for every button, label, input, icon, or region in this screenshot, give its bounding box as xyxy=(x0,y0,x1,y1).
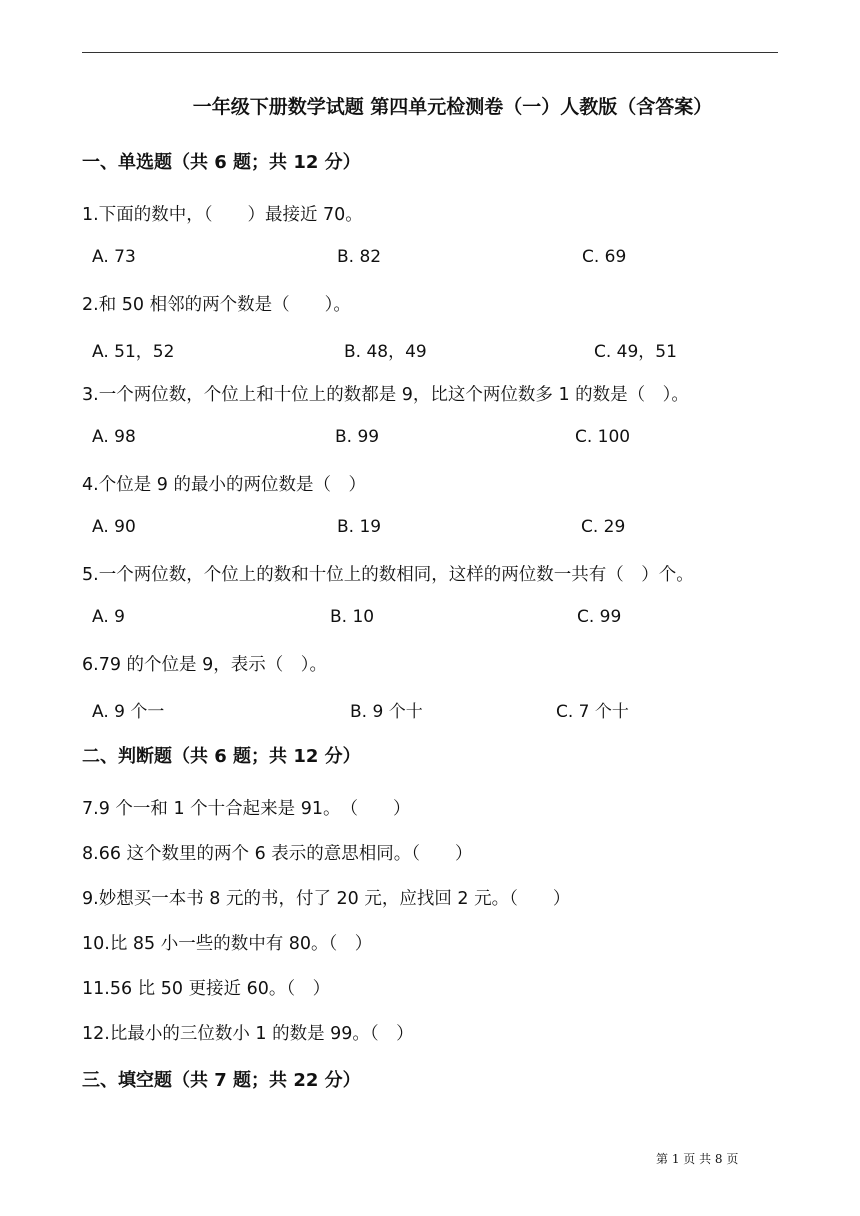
q5-option-a: A. 9 xyxy=(92,607,125,627)
q4-option-b: B. 19 xyxy=(337,517,382,537)
question-9: 9.妙想买一本书 8 元的书，付了 20 元，应找回 2 元。（ ） xyxy=(82,889,571,909)
q1-option-a: A. 73 xyxy=(92,247,136,267)
q3-option-a: A. 98 xyxy=(92,427,136,447)
question-12: 12.比最小的三位数小 1 的数是 99。（ ） xyxy=(82,1024,414,1044)
q5-option-c: C. 99 xyxy=(577,607,622,627)
q4-option-a: A. 90 xyxy=(92,517,136,537)
q1-option-b: B. 82 xyxy=(337,247,382,267)
q6-option-a: A. 9 个一 xyxy=(92,702,165,722)
question-10: 10.比 85 小一些的数中有 80。（ ） xyxy=(82,934,373,954)
question-1: 1.下面的数中，（ ）最接近 70。 xyxy=(82,205,363,225)
question-2: 2.和 50 相邻的两个数是（ ）。 xyxy=(82,295,351,315)
section-heading-fill-in: 三、填空题（共 7 题；共 22 分） xyxy=(82,1070,361,1091)
question-4: 4.个位是 9 的最小的两位数是（ ） xyxy=(82,475,366,495)
header-rule xyxy=(82,52,778,53)
q2-option-c: C. 49，51 xyxy=(594,342,677,362)
q5-option-b: B. 10 xyxy=(330,607,375,627)
question-11: 11.56 比 50 更接近 60。（ ） xyxy=(82,979,331,999)
question-6: 6.79 的个位是 9，表示（ ）。 xyxy=(82,655,327,675)
q1-option-c: C. 69 xyxy=(582,247,627,267)
page-footer: 第 1 页 共 8 页 xyxy=(656,1152,739,1166)
question-3: 3.一个两位数，个位上和十位上的数都是 9，比这个两位数多 1 的数是（ ）。 xyxy=(82,385,689,405)
q6-option-b: B. 9 个十 xyxy=(350,702,423,722)
document-title: 一年级下册数学试题 第四单元检测卷（一）人教版（含答案） xyxy=(192,96,713,118)
section-heading-true-false: 二、判断题（共 6 题；共 12 分） xyxy=(82,746,361,767)
q3-option-c: C. 100 xyxy=(575,427,631,447)
question-7: 7.9 个一和 1 个十合起来是 91。 （ ） xyxy=(82,799,411,819)
section-heading-single-choice: 一、单选题（共 6 题；共 12 分） xyxy=(82,152,361,173)
q4-option-c: C. 29 xyxy=(581,517,626,537)
q2-option-b: B. 48，49 xyxy=(344,342,427,362)
q3-option-b: B. 99 xyxy=(335,427,380,447)
q6-option-c: C. 7 个十 xyxy=(556,702,629,722)
question-8: 8.66 这个数里的两个 6 表示的意思相同。（ ） xyxy=(82,844,473,864)
question-5: 5.一个两位数，个位上的数和十位上的数相同，这样的两位数一共有（ ）个。 xyxy=(82,565,694,585)
q2-option-a: A. 51，52 xyxy=(92,342,175,362)
